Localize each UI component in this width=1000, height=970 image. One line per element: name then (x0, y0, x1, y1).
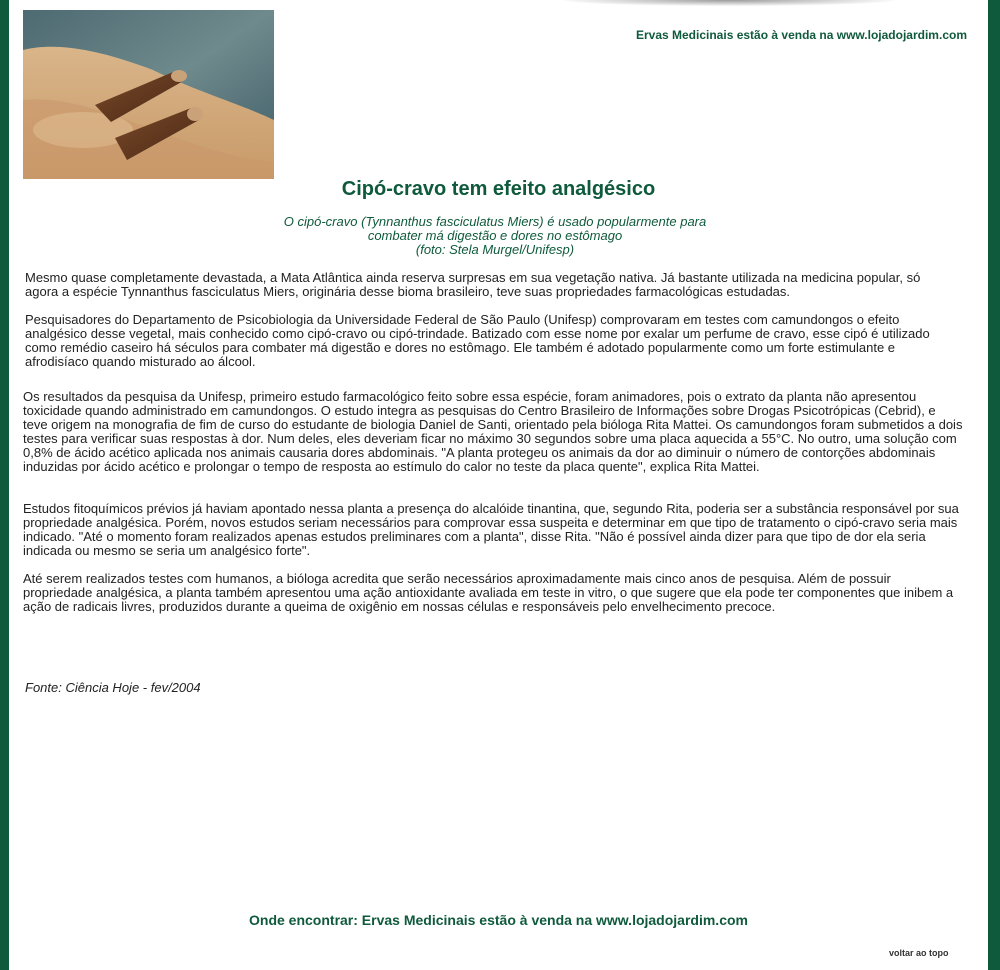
article-photo (23, 10, 274, 179)
back-to-top-link[interactable]: voltar ao topo (889, 948, 949, 958)
photo-caption (239, 215, 751, 257)
article-title: Cipó-cravo tem efeito analgésico (341, 178, 656, 200)
top-shadow-decoration (564, 0, 894, 6)
article-paragraph-2: Pesquisadores do Departamento de Psicobiologia da Universidade Federal de São Paulo (Unifesp) comprovaram em testes com camundongos o efeito analgésico desse vegetal, mais conhecido como cipó-cravo ou cipó-trindade. Batizado com esse nome por exalar um perfume de cravo, esse cipó é utilizado como remédio caseiro há séculos para combater má digestão e dores no estômago. Ele também é adotado popularmente como um forte estimulante e afrodisíaco quando misturado ao álcool. (25, 312, 930, 369)
caption-line-3: (foto: Stela Murgel/Unifesp) (415, 242, 575, 257)
page-container (9, 0, 988, 970)
shop-link-top[interactable]: Ervas Medicinais estão à venda na www.lojadojardim.com (635, 28, 967, 42)
article-paragraph-1: Mesmo quase completamente devastada, a Mata Atlântica ainda reserva surpresas em sua vegetação nativa. Já bastante utilizada na medicina popular, só agora a espécie Tynnanthus fasciculatus Miers, originária desse bioma brasileiro, teve suas propriedades farmacológicas estudadas. (25, 270, 921, 299)
caption-line-1: O cipó-cravo (Tynnanthus fasciculatus Miers) é usado popularmente para (283, 214, 707, 229)
article-paragraph-4: Estudos fitoquímicos prévios já haviam apontado nessa planta a presença do alcalóide tinantina, que, segundo Rita, poderia ser a substância responsável por sua propriedade analgésica. Porém, novos estudos seriam necessários para comprovar essa suspeita e determinar em que tipo de tratamento o cipó-cravo seria mais indicado. "Até o momento foram realizados apenas estudos preliminares com a planta", disse Rita. "Não é possível ainda dizer para que tipo de dor ela seria indicada ou mesmo se seria um analgésico forte". (23, 501, 959, 558)
article-paragraph-5: Até serem realizados testes com humanos, a bióloga acredita que serão necessários aproximadamente mais cinco anos de pesquisa. Além de possuir propriedade analgésica, a planta também apresentou uma ação antioxidante avaliada em teste in vitro, o que sugere que ela pode ter componentes que inibem a ação de radicais livres, produzidos durante a queima de oxigênio em nossas células e responsáveis pelo envelhecimento precoce. (23, 571, 954, 614)
article-paragraph-3: Os resultados da pesquisa da Unifesp, primeiro estudo farmacológico feito sobre essa espécie, foram animadores, pois o extrato da planta não apresentou toxicidade quando administrado em camundongos. O estudo integra as pesquisas do Centro Brasileiro de Informações sobre Drogas Psicotrópicas (Cebrid), e teve origem na monografia de fim de curso do estudante de biologia Daniel de Santi, orientado pela bióloga Rita Mattei. Os camundongos foram submetidos a dois testes para verificar suas respostas à dor. Num deles, eles deveriam ficar no máximo 30 segundos sobre uma placa aquecida a 55°C. No outro, uma solução com 0,8% de ácido acético aplicada nos animais causaria dores abdominais. "A planta protegeu os animais da dor ao diminuir o número de contorções abdominais induzidas por ácido acético e prolongar o tempo de resposta ao estímulo do calor no teste da placa quente", explica Rita Mattei. (23, 389, 963, 474)
where-to-find-link[interactable]: Onde encontrar: Ervas Medicinais estão à venda na www.lojadojardim.com (249, 912, 748, 928)
article-source: Fonte: Ciência Hoje - fev/2004 (25, 680, 201, 695)
caption-line-2: combater má digestão e dores no estômago (367, 228, 623, 243)
